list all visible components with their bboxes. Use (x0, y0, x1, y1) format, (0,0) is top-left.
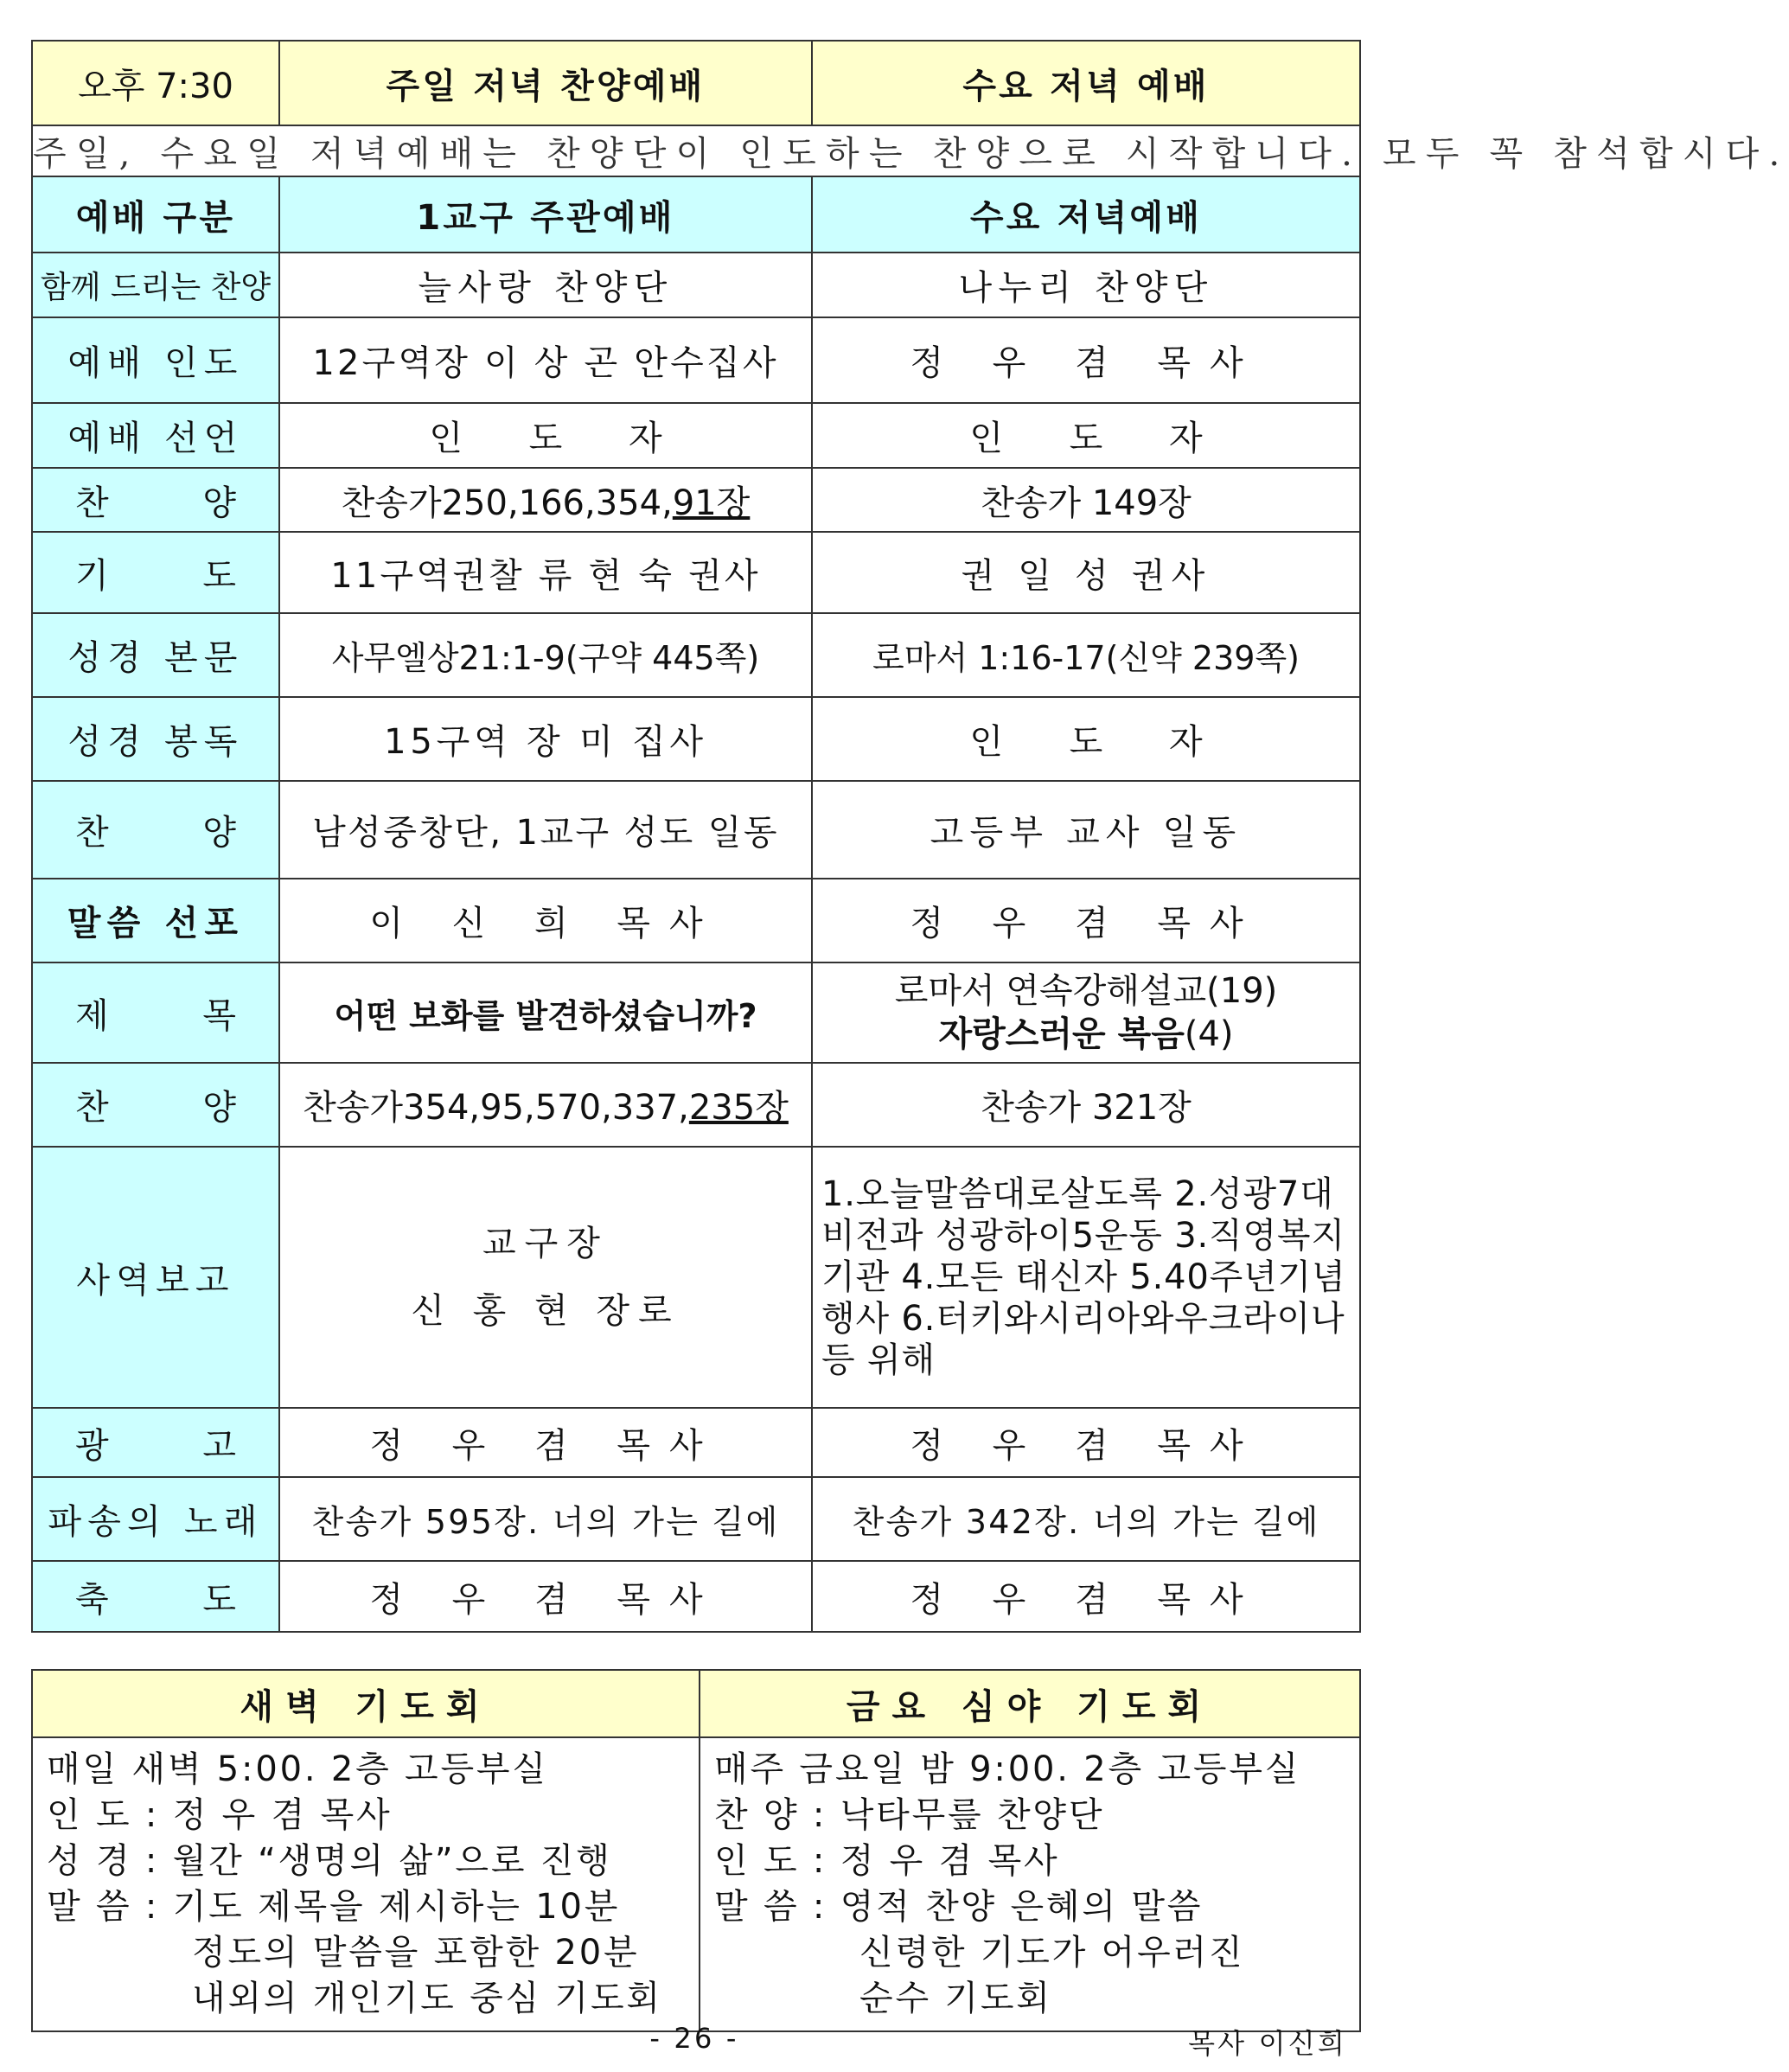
friday-message: 말 씀 : 영적 찬양 은혜의 말씀 (714, 1887, 1204, 1927)
hymn-numbers-underlined: 91장 (672, 483, 751, 523)
row-wednesday: 찬송가 342장. 너의 가는 길에 (812, 1477, 1360, 1561)
row-label: 예배 선언 (32, 403, 279, 468)
row-sunday: 사무엘상21:1-9(구약 445쪽) (279, 613, 812, 697)
row-sunday: 정 우 겸 목사 (279, 1408, 812, 1477)
hymn-numbers: 찬송가354,95,570,337, (303, 1088, 689, 1128)
table-row (32, 613, 1360, 697)
dawn-message-cont: 정도의 말씀을 포함한 20분 (192, 1933, 640, 1973)
table-row (32, 253, 1360, 317)
dawn-message-cont: 내외의 개인기도 중심 기도회 (192, 1979, 662, 2018)
hymn-numbers: 찬송가250,166,354, (341, 483, 673, 523)
table-row (32, 1561, 1360, 1632)
header-label: 예배 구분 (32, 176, 279, 253)
dawn-message: 말 씀 : 기도 제목을 제시하는 10분 (47, 1887, 621, 1927)
sermon-subtitle-bold: 자랑스러운 복음 (938, 1014, 1185, 1054)
table-row (32, 781, 1360, 879)
sunday-service-title: 주일 저녁 찬양예배 (279, 41, 812, 125)
table-row (32, 1408, 1360, 1477)
row-sunday (279, 1147, 812, 1408)
row-wednesday: 정 우 겸 목사 (812, 1561, 1360, 1632)
row-label: 광 고 (32, 1408, 279, 1477)
report-role: 교구장 (482, 1224, 609, 1263)
friday-praise: 찬 양 : 낙타무릎 찬양단 (714, 1795, 1105, 1835)
header-row (32, 176, 1360, 253)
row-label: 예배 인도 (32, 317, 279, 403)
sermon-title: 어떤 보화를 발견하셨습니까? (279, 962, 812, 1063)
hymn-numbers-underlined: 235장 (688, 1088, 789, 1128)
table-row (32, 317, 1360, 403)
prayer-meeting-table (31, 1669, 1361, 2032)
sermon-subtitle-number: (4) (1184, 1014, 1234, 1054)
header-sunday: 1교구 주관예배 (279, 176, 812, 253)
friday-schedule: 매주 금요일 밤 9:00. 2층 고등부실 (714, 1749, 1301, 1789)
row-sunday (279, 1063, 812, 1147)
notice-text: 주일, 수요일 저녁예배는 찬양단이 인도하는 찬양으로 시작합니다. 모두 꼭 참석합시다. (32, 125, 1360, 176)
table-row (32, 879, 1360, 962)
row-sunday: 15구역 장 미 집사 (279, 697, 812, 781)
row-label: 제 목 (32, 962, 279, 1063)
prayer-topics: 1.오늘말씀대로살도록 2.성광7대비전과 성광하이5운동 3.직영복지기관 4.모든 태신자 5.40주년기념행사 6.터키와시리아와우크라이나 등 위해 (812, 1147, 1360, 1408)
row-sunday: 12구역장 이 상 곤 안수집사 (279, 317, 812, 403)
table-row (32, 403, 1360, 468)
notice-row (32, 125, 1360, 176)
row-label: 기 도 (32, 532, 279, 613)
service-time: 오후 7:30 (32, 41, 279, 125)
friday-prayer-details (700, 1737, 1360, 2031)
author: 목사 이신희 (1188, 2027, 1347, 2060)
wednesday-service-title: 수요 저녁 예배 (812, 41, 1360, 125)
dawn-schedule: 매일 새벽 5:00. 2층 고등부실 (47, 1749, 548, 1789)
table-row (32, 697, 1360, 781)
row-wednesday: 인 도 자 (812, 697, 1360, 781)
row-wednesday: 인 도 자 (812, 403, 1360, 468)
row-label: 사역보고 (32, 1147, 279, 1408)
prayer-meeting-header (32, 1670, 1360, 1737)
row-label: 찬 양 (32, 781, 279, 879)
row-label: 찬 양 (32, 468, 279, 532)
dawn-leader: 인 도 : 정 우 겸 목사 (47, 1795, 393, 1835)
table-row (32, 532, 1360, 613)
prayer-meeting-body (32, 1737, 1360, 2031)
row-wednesday: 고등부 교사 일동 (812, 781, 1360, 879)
row-sunday (279, 468, 812, 532)
row-label: 말씀 선포 (32, 879, 279, 962)
sermon-series: 로마서 연속강해설교(19) (894, 971, 1278, 1011)
table-row (32, 1063, 1360, 1147)
friday-leader: 인 도 : 정 우 겸 목사 (714, 1841, 1060, 1881)
row-sunday: 정 우 겸 목사 (279, 1561, 812, 1632)
dawn-prayer-details (32, 1737, 700, 2031)
row-label: 성경 봉독 (32, 697, 279, 781)
row-label: 파송의 노래 (32, 1477, 279, 1561)
row-wednesday (812, 962, 1360, 1063)
page-number: - 26 - (649, 2022, 739, 2055)
row-sunday: 11구역권찰 류 현 숙 권사 (279, 532, 812, 613)
title-row (32, 41, 1360, 125)
row-sunday: 이 신 희 목사 (279, 879, 812, 962)
row-wednesday: 찬송가 149장 (812, 468, 1360, 532)
row-wednesday: 정 우 겸 목사 (812, 879, 1360, 962)
table-row (32, 1147, 1360, 1408)
row-wednesday: 로마서 1:16-17(신약 239쪽) (812, 613, 1360, 697)
friday-message-cont: 순수 기도회 (859, 1979, 1052, 2018)
table-row (32, 468, 1360, 532)
report-person: 신 홍 현 장로 (411, 1291, 680, 1331)
row-wednesday: 권 일 성 권사 (812, 532, 1360, 613)
row-sunday: 남성중창단, 1교구 성도 일동 (279, 781, 812, 879)
row-wednesday: 나누리 찬양단 (812, 253, 1360, 317)
row-wednesday: 정 우 겸 목사 (812, 1408, 1360, 1477)
friday-prayer-title: 금요 심야 기도회 (700, 1670, 1360, 1737)
header-wednesday: 수요 저녁예배 (812, 176, 1360, 253)
friday-message-cont: 신령한 기도가 어우러진 (859, 1933, 1245, 1973)
dawn-bible: 성 경 : 월간 “생명의 삶”으로 진행 (47, 1841, 612, 1881)
row-sunday: 찬송가 595장. 너의 가는 길에 (279, 1477, 812, 1561)
row-sunday: 인 도 자 (279, 403, 812, 468)
row-label: 찬 양 (32, 1063, 279, 1147)
sermon-subtitle (813, 1013, 1359, 1056)
row-label: 성경 본문 (32, 613, 279, 697)
row-label: 축 도 (32, 1561, 279, 1632)
row-label: 함께 드리는 찬양 (32, 253, 279, 317)
row-wednesday: 찬송가 321장 (812, 1063, 1360, 1147)
dawn-prayer-title: 새벽 기도회 (32, 1670, 700, 1737)
worship-schedule-table (31, 40, 1789, 1633)
row-wednesday: 정 우 겸 목사 (812, 317, 1360, 403)
table-row (32, 962, 1360, 1063)
row-sunday: 늘사랑 찬양단 (279, 253, 812, 317)
table-row (32, 1477, 1360, 1561)
